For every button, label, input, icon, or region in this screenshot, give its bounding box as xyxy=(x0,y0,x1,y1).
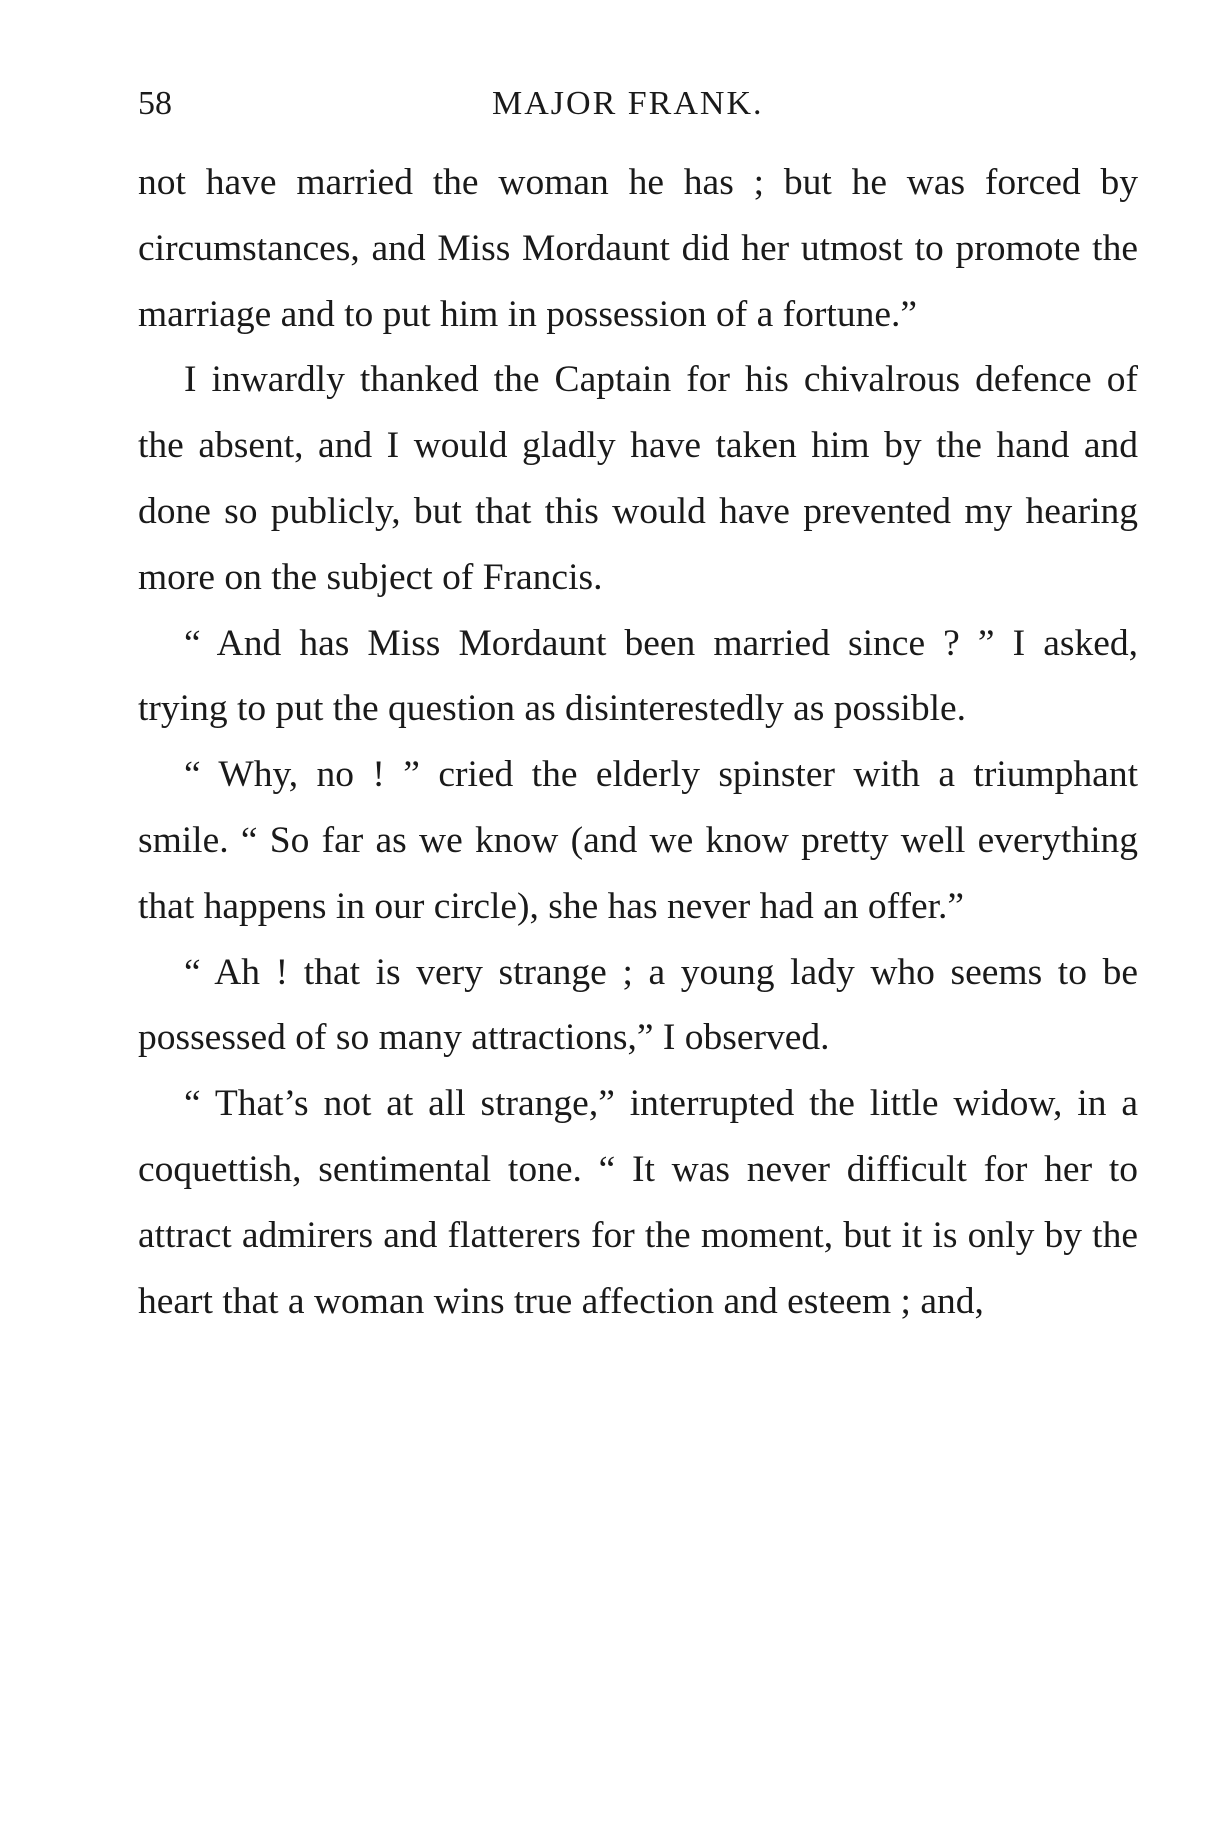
paragraph-continued: not have married the woman he has ; but he was forced by circumstances, and Miss Mordaunt did her utmost to promote the marriage and to put him in possession of a fortune.” xyxy=(138,162,1138,335)
paragraph: “ Ah ! that is very strange ; a young lady who seems to be possessed of so many attractions,” I observed. xyxy=(138,951,1138,1059)
running-head xyxy=(138,80,1138,128)
body-text xyxy=(138,150,1138,1334)
paragraph: “ Why, no ! ” cried the elderly spinster with a triumphant smile. “ So far as we know (and we know pretty well everything that happens in our circle), she has never had an offer.” xyxy=(138,754,1138,927)
running-title: MAJOR FRANK. xyxy=(492,85,764,122)
paragraph: “ That’s not at all strange,” interrupted the little widow, in a coquettish, sentimental tone. “ It was never difficult for her to attract admirers and flatterers for the moment, but it is only by the heart that a woman wins true affection and esteem ; and, xyxy=(138,1083,1138,1322)
page-number: 58 xyxy=(138,85,172,122)
paragraph: “ And has Miss Mordaunt been married since ? ” I asked, trying to put the question as disinterestedly as possible. xyxy=(138,622,1138,730)
paragraph: I inwardly thanked the Captain for his chivalrous defence of the absent, and I would gladly have taken him by the hand and done so publicly, but that this would have prevented my hearing more on the subject of Francis. xyxy=(138,359,1138,598)
